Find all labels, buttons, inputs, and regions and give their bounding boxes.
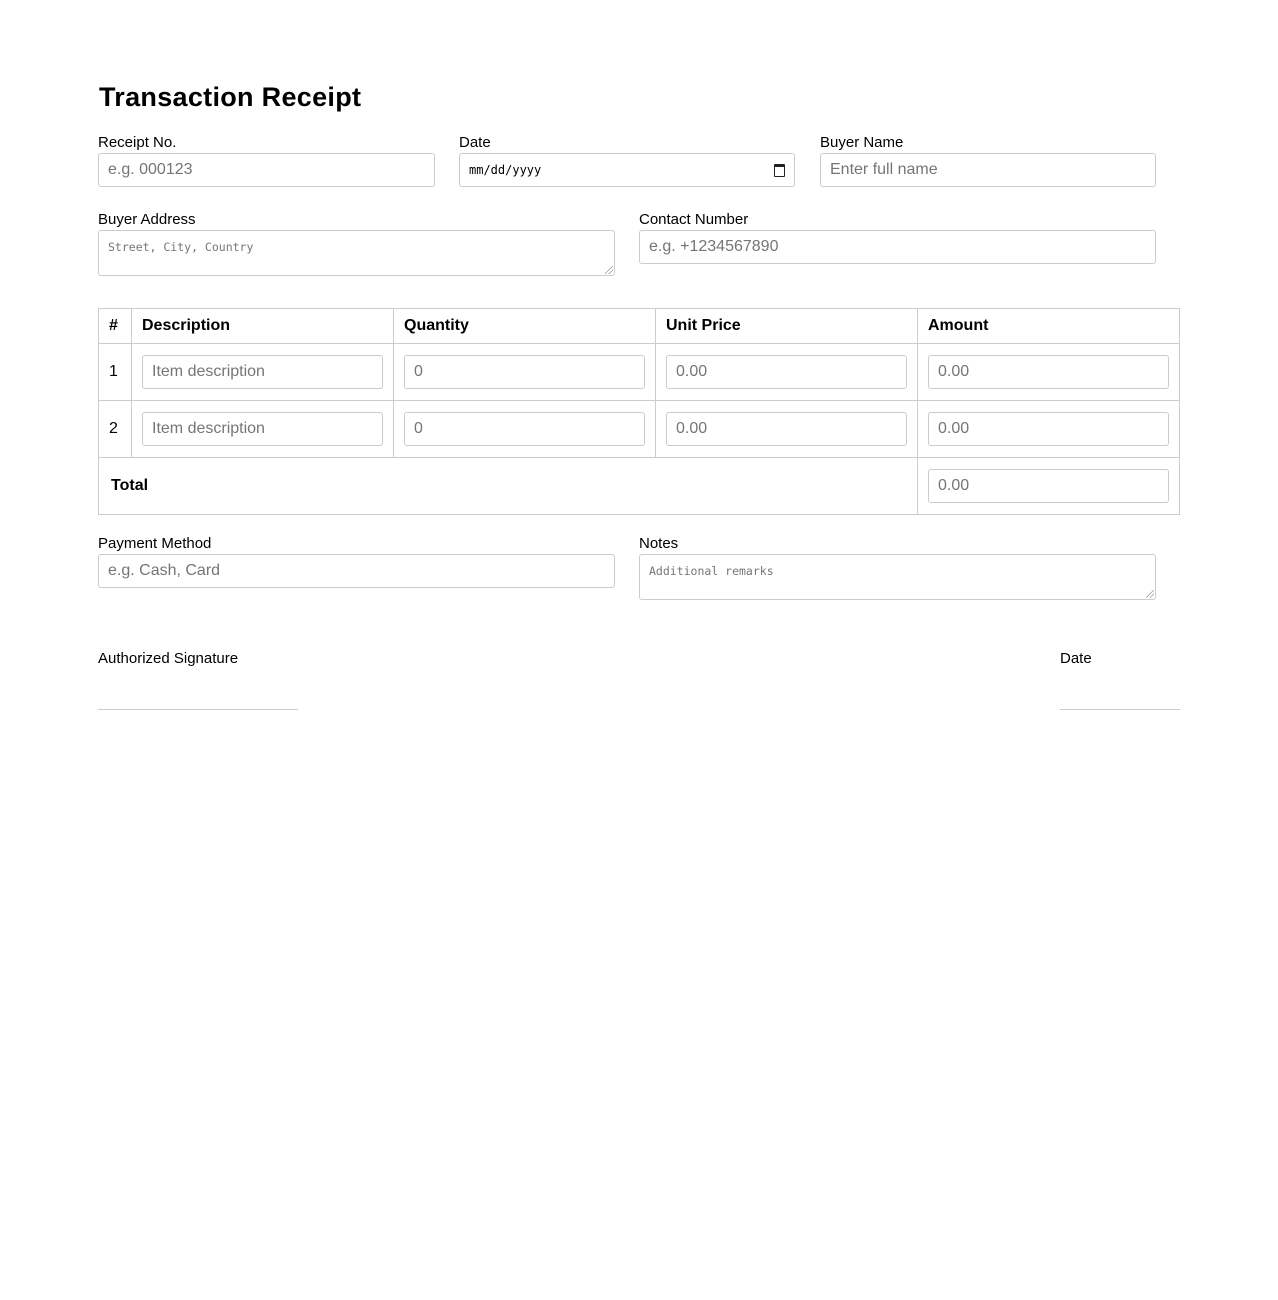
table-row xyxy=(99,344,1180,401)
page-title: Transaction Receipt xyxy=(99,82,362,112)
unit-price-input[interactable]: 0.00 xyxy=(666,412,907,446)
total-label: Total xyxy=(99,458,918,515)
payment-method-label: Payment Method xyxy=(98,535,212,552)
description-input[interactable]: Item description xyxy=(142,355,383,389)
buyer-address-label: Buyer Address xyxy=(98,211,196,228)
total-input[interactable]: 0.00 xyxy=(928,469,1169,503)
header-amount: Amount xyxy=(918,309,1180,344)
receipt-no-input[interactable]: e.g. 000123 xyxy=(98,153,435,187)
receipt-no-label: Receipt No. xyxy=(98,134,177,151)
resize-handle-icon[interactable] xyxy=(1146,590,1154,598)
amount-input[interactable]: 0.00 xyxy=(928,412,1169,446)
date-input[interactable] xyxy=(459,153,795,187)
quantity-input[interactable]: 0 xyxy=(404,412,645,446)
table-header-row xyxy=(99,309,1180,344)
calendar-icon[interactable] xyxy=(774,164,785,177)
resize-handle-icon[interactable] xyxy=(605,266,613,274)
table-row xyxy=(99,401,1180,458)
buyer-address-placeholder: Street, City, Country xyxy=(108,240,254,254)
amount-input[interactable]: 0.00 xyxy=(928,355,1169,389)
contact-number-label: Contact Number xyxy=(639,211,749,228)
signature-label: Authorized Signature xyxy=(98,650,239,667)
signature-line xyxy=(98,709,298,710)
buyer-address-textarea[interactable] xyxy=(98,230,615,276)
header-quantity: Quantity xyxy=(394,309,656,344)
signature-date-line xyxy=(1060,709,1180,710)
description-input[interactable]: Item description xyxy=(142,412,383,446)
quantity-input[interactable]: 0 xyxy=(404,355,645,389)
payment-method-input[interactable]: e.g. Cash, Card xyxy=(98,554,615,588)
header-description: Description xyxy=(132,309,394,344)
items-table xyxy=(98,308,1180,515)
total-row xyxy=(99,458,1180,515)
notes-textarea[interactable] xyxy=(639,554,1156,600)
header-num: # xyxy=(99,309,132,344)
notes-placeholder: Additional remarks xyxy=(649,564,774,578)
date-placeholder: mm/dd/yyyy xyxy=(469,163,542,177)
signature-date-label: Date xyxy=(1060,650,1092,667)
row-number: 1 xyxy=(99,344,132,401)
row-number: 2 xyxy=(99,401,132,458)
unit-price-input[interactable]: 0.00 xyxy=(666,355,907,389)
date-label: Date xyxy=(459,134,491,151)
buyer-name-input[interactable]: Enter full name xyxy=(820,153,1156,187)
notes-label: Notes xyxy=(639,535,679,552)
buyer-name-label: Buyer Name xyxy=(820,134,904,151)
contact-number-input[interactable]: e.g. +1234567890 xyxy=(639,230,1156,264)
header-unit-price: Unit Price xyxy=(656,309,918,344)
